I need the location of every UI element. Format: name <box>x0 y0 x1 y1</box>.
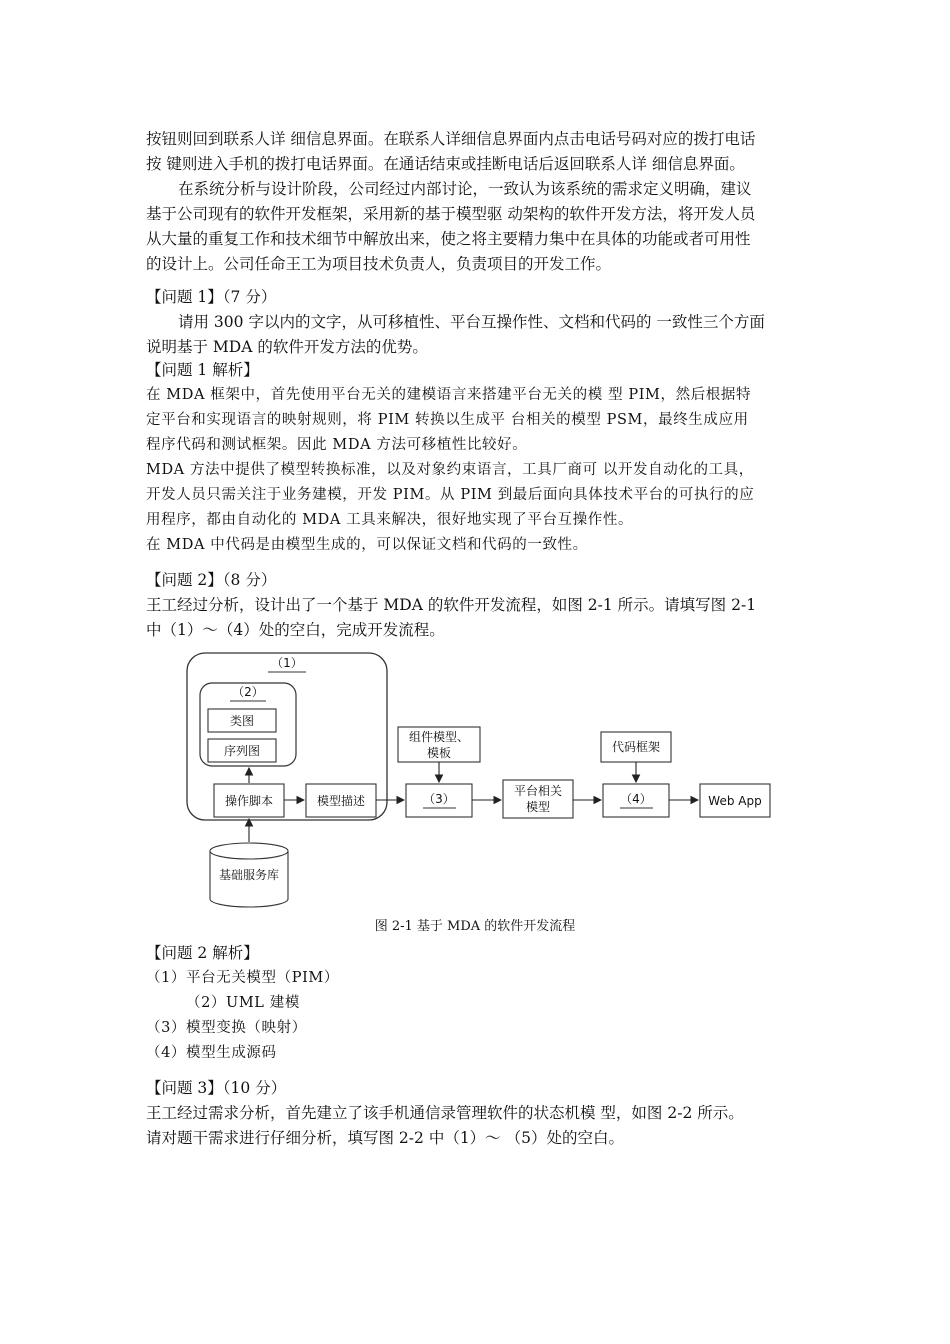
model-description-label: 模型描述 <box>316 794 366 808</box>
question-3-text: 请对题干需求进行仔细分析，填写图 2-2 中（1）～ （5）处的空白。 <box>146 1129 624 1147</box>
code-framework-label: 代码框架 <box>611 740 661 754</box>
analysis-line: 程序代码和测试框架。因此 MDA 方法可移植性比较好。 <box>146 437 528 453</box>
paragraph-line: 按钮则回到联系人详 细信息界面。在联系人详细信息界面内点击电话号码对应的拨打电话 <box>146 130 756 148</box>
blank-4-label: （4） <box>620 792 652 806</box>
analysis-line: 开发人员只需关注于业务建模，开发 PIM。从 PIM 到最后面向具体技术平台的可执行的应 <box>146 487 755 503</box>
question-1-text: 说明基于 MDA 的软件开发方法的优势。 <box>146 338 428 356</box>
question-1-text: 请用 300 字以内的文字，从可移植性、平台互操作性、文档和代码的 一致性三个方面 <box>178 313 765 331</box>
analysis-line: （2）UML 建模 <box>186 995 300 1011</box>
paragraph-line: 基于公司现有的软件开发框架，采用新的基于模型驱 动架构的软件开发方法，将开发人员 <box>146 205 756 223</box>
analysis-line: （3）模型变换（映射） <box>146 1020 307 1036</box>
analysis-line: （4）模型生成源码 <box>146 1045 277 1061</box>
template-label: 模板 <box>426 746 452 760</box>
question-2-text: 中（1）～（4）处的空白，完成开发流程。 <box>146 621 445 639</box>
analysis-line: 用程序，都由自动化的 MDA 工具来解决，很好地实现了平台互操作性。 <box>146 512 634 528</box>
question-3-text: 王工经过需求分析，首先建立了该手机通信录管理软件的状态机模 型，如图 2-2 所示。 <box>146 1104 744 1122</box>
base-service-db-label: 基础服务库 <box>218 868 280 882</box>
paragraph-line: 从大量的重复工作和技术细节中解放出来，使之将主要精力集中在具体的功能或者可用性 <box>146 230 751 248</box>
paragraph-line: 在系统分析与设计阶段，公司经过内部讨论，一致认为该系统的需求定义明确，建议 <box>178 180 752 198</box>
class-diagram-label: 类图 <box>229 714 255 728</box>
analysis-line: MDA 方法中提供了模型转换标准，以及对象约束语言，工具厂商可 以开发自动化的工具， <box>146 462 754 478</box>
question-2-analysis-title: 【问题 2 解析】 <box>146 944 259 962</box>
blank-1-label: （1） <box>271 656 303 670</box>
blank-2-label: （2） <box>232 685 264 699</box>
paragraph-line: 的设计上。公司任命王工为项目技术负责人，负责项目的开发工作。 <box>146 255 612 273</box>
question-1-analysis-title: 【问题 1 解析】 <box>146 361 259 379</box>
mda-flow-diagram <box>180 650 780 910</box>
analysis-line: （1）平台无关模型（PIM） <box>146 970 339 986</box>
analysis-line: 在 MDA 框架中，首先使用平台无关的建模语言来搭建平台无关的模 型 PIM，然后根据特 <box>146 387 752 403</box>
question-1-title: 【问题 1】（7 分） <box>146 288 277 306</box>
web-app-label: Web App <box>708 794 762 808</box>
analysis-line: 在 MDA 中代码是由模型生成的，可以保证文档和代码的一致性。 <box>146 537 588 553</box>
question-2-title: 【问题 2】（8 分） <box>146 571 277 589</box>
question-3-title: 【问题 3】（10 分） <box>146 1079 287 1097</box>
blank-3-label: （3） <box>423 792 455 806</box>
component-model-label: 组件模型、 <box>408 730 470 744</box>
paragraph-line: 按 键则进入手机的拨打电话界面。在通话结束或挂断电话后返回联系人详 细信息界面。 <box>146 155 745 173</box>
sequence-diagram-label: 序列图 <box>223 744 261 758</box>
operation-script-label: 操作脚本 <box>224 794 274 808</box>
platform-model-label-2: 模型 <box>525 800 551 814</box>
question-2-text: 王工经过分析，设计出了一个基于 MDA 的软件开发流程，如图 2-1 所示。请填写图 2-1 <box>146 596 757 614</box>
analysis-line: 定平台和实现语言的映射规则，将 PIM 转换以生成平 台相关的模型 PSM，最终生成应用 <box>146 412 749 428</box>
platform-model-label: 平台相关 <box>513 784 563 798</box>
figure-caption: 图 2-1 基于 MDA 的软件开发流程 <box>374 919 576 934</box>
